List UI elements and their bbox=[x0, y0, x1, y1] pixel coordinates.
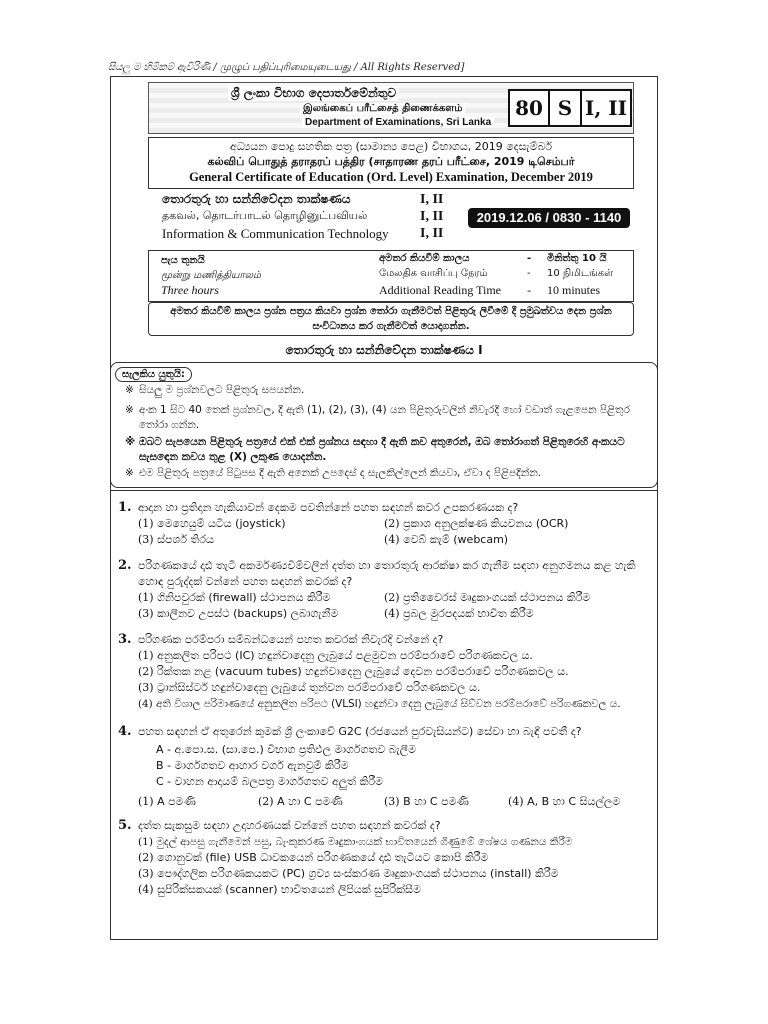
reading-time-dash-english: - bbox=[527, 283, 531, 297]
reading-time-value-english: 10 minutes bbox=[547, 283, 600, 297]
option-number: (1) bbox=[138, 591, 154, 604]
question-1 bbox=[118, 500, 648, 550]
option-number: (2) bbox=[138, 665, 154, 678]
duration-tamil: மூன்று மணித்தியாலம் bbox=[161, 270, 262, 281]
option-text: ට්‍රාන්සිස්ටර් හඳුන්වාදෙනු ලැබුයේ තුන්වන පරම්පරාවේ පරිගණකවල ය. bbox=[157, 681, 481, 694]
option-number: (1) bbox=[138, 795, 154, 808]
subject-code-papers: I, II bbox=[585, 96, 627, 120]
instruction-item bbox=[125, 383, 649, 398]
option-text: A පමණි bbox=[157, 795, 196, 808]
option-3 bbox=[138, 532, 214, 548]
department-name-english: Department of Examinations, Sri Lanka bbox=[302, 117, 494, 128]
question-text: පරිගණක පරම්පරා සම්බන්ධයෙන් පහත කවරක් නිවැරදි වන්නේ ද? bbox=[138, 633, 444, 646]
option-2 bbox=[384, 590, 590, 606]
option-number: (4) bbox=[138, 883, 154, 896]
question-number: 5. bbox=[118, 818, 132, 833]
reading-time-dash-tamil: - bbox=[527, 268, 531, 279]
question-4 bbox=[118, 724, 648, 812]
reading-time-notice bbox=[148, 302, 634, 336]
statement-b: B - මාර්ගගතව ආහාර වර්ග ඇනවුම් කිරීම bbox=[156, 759, 349, 772]
option-4 bbox=[138, 882, 421, 898]
option-1 bbox=[138, 648, 533, 664]
instructions-heading: සැලකිය යුතුයි: bbox=[115, 367, 192, 382]
subject-code-medium: S bbox=[550, 91, 582, 125]
option-text: වෙබ් කැම් (webcam) bbox=[403, 533, 509, 546]
option-text: ප්‍රබල මුරපදයක් භාවිත කිරීම bbox=[403, 607, 534, 620]
option-2 bbox=[384, 516, 568, 532]
option-number: (2) bbox=[258, 795, 274, 808]
reading-time-value-tamil: 10 நிமிடங்கள் bbox=[547, 268, 614, 279]
option-3 bbox=[138, 866, 559, 882]
option-number: (2) bbox=[138, 851, 154, 864]
question-number: 3. bbox=[118, 632, 132, 647]
option-text: කාලීනව උපස්ථ (backups) ලබාගැනීම bbox=[157, 607, 339, 620]
duration-sinhala: පැය තුනයි bbox=[161, 255, 205, 266]
instruction-text: ඔබට සැපයෙන පිළිතුරු පත්‍රයේ එක් එක් ප්‍රශ්නය සඳහා දී ඇති කව අතුරෙන්, ඔබ තෝරාගත් පිළිතුරෙහි අංකයට සැසඳෙන කවය තුළ (X) ලකුණ යොදන්න. bbox=[139, 436, 625, 463]
exam-title-tamil: கல்விப் பொதுத் தராதரப் பத்திர (சாதாரண தரப் பரீட்சை, 2019 டிசெம்பர் bbox=[207, 155, 575, 168]
option-text: B හා C පමණි bbox=[403, 795, 469, 808]
question-number: 4. bbox=[118, 724, 132, 739]
department-name-sinhala: ශ්‍රී ලංකා විභාග දෙපාර්තමේන්තුව bbox=[228, 86, 399, 101]
option-text: A, B හා C සියල්ලම bbox=[527, 795, 621, 808]
reading-time-row-tamil bbox=[379, 268, 629, 283]
option-number: (3) bbox=[138, 533, 154, 546]
option-number: (3) bbox=[138, 681, 154, 694]
option-text: ප්‍රතිවෛරස් මෘදුකාංගයක් ස්ථාපනය කිරීම bbox=[403, 591, 591, 604]
question-text: ආදාන හා ප්‍රතිදාන හැකියාවන් දෙකම පවතින්නේ පහත සඳහන් කවර උපකරණයක ද? bbox=[138, 501, 519, 514]
reading-time-dash-sinhala: - bbox=[527, 253, 532, 264]
reading-time-label-sinhala: අමතර කියවීම් කාලය bbox=[379, 253, 470, 264]
option-4 bbox=[384, 532, 508, 548]
question-number: 2. bbox=[118, 558, 132, 573]
option-text: ප්‍රකාශ අනුලක්ෂණ කියවනය (OCR) bbox=[403, 517, 569, 530]
option-number: (2) bbox=[384, 517, 400, 530]
notice-line-2: සංවිධානය කර ගැනීමටත් යොදාගන්න. bbox=[312, 321, 470, 332]
option-1 bbox=[138, 516, 286, 532]
reading-time-info bbox=[379, 253, 629, 298]
notice-line-1: අමතර කියවීම් කාලය ප්‍රශ්න පත්‍රය කියවා ප්‍රශ්න තෝරා ගැනීමටත් පිළිතුරු ලිවීමේ දී ප්‍රමුඛත්වය දෙන ප්‍රශ්න bbox=[170, 306, 612, 317]
option-text: ගිනිපවුරක් (firewall) ස්ථාපනය කිරීම bbox=[157, 591, 331, 604]
instruction-item bbox=[125, 466, 649, 481]
section-divider bbox=[110, 490, 658, 491]
option-number: (3) bbox=[138, 867, 154, 880]
option-number: (4) bbox=[138, 698, 153, 710]
paper-title: තොරතුරු හා සන්නිවේදන තාක්ෂණය I bbox=[285, 343, 483, 357]
question-text: පහත සඳහන් ඒ අතුරෙන් කුමක් ශ්‍රී ලංකාවේ G2C (රජයෙන් පුරවැසියන්ට) සේවා හා බැඳී පවතී ද? bbox=[138, 725, 582, 738]
duration-english: Three hours bbox=[161, 283, 219, 297]
option-3 bbox=[384, 794, 469, 810]
option-1 bbox=[138, 834, 573, 850]
subject-code-box bbox=[508, 89, 632, 127]
option-1 bbox=[138, 590, 330, 606]
option-2 bbox=[258, 794, 343, 810]
option-text: මෙහෙයුම් යටිය (joystick) bbox=[157, 517, 286, 530]
option-4 bbox=[384, 606, 534, 622]
duration-info bbox=[161, 253, 261, 298]
bullet-mark: ※ bbox=[125, 467, 134, 479]
question-3 bbox=[118, 632, 648, 712]
instruction-item bbox=[125, 435, 649, 465]
option-3 bbox=[138, 680, 480, 696]
exam-title-box bbox=[148, 137, 634, 189]
subject-code-number: 80 bbox=[510, 91, 550, 125]
option-number: (1) bbox=[138, 649, 154, 662]
option-number: (2) bbox=[384, 591, 400, 604]
duration-box bbox=[148, 250, 634, 302]
instruction-text: අංක 1 සිට 40 තෙක් ප්‍රශ්නවල, දී ඇති (1), (2), (3), (4) යන පිළිතුරුවලින් නිවැරදි හෝ වඩාත් ගැළපෙන පිළිතුර තෝරා ගන්න. bbox=[139, 404, 630, 431]
question-text: පරිගණකයේ දෘඪ තැටි අකර්මණ්‍යවීම්වලින් දත්ත හා තොරතුරු ආරක්ෂා කර ගැනීම සඳහා අනුගමනය කළ හැකි හොඳ පුරුද්දක් වන්නේ පහත සඳහන් කවරක් ද? bbox=[138, 559, 636, 588]
subject-name-english: Information & Communication Technology bbox=[162, 226, 389, 241]
instruction-text: එම පිළිතුරු පත්‍රයේ පිටුපස දී ඇති අනෙක් උපදෙස් ද සැලකිල්ලෙන් කියවා, ඒවා ද පිළිපදින්න. bbox=[139, 467, 542, 479]
option-number: (4) bbox=[508, 795, 524, 808]
bullet-mark: ※ bbox=[125, 384, 134, 396]
option-2 bbox=[138, 850, 488, 866]
option-text: ස්පර්ශ තිරය bbox=[157, 533, 214, 546]
option-text: මුදල් ආපසු ගැනීමෙන් පසු, බැංකුකරණ මෘදුකාංගයක් භාවිතයෙන් ගිණුමේ ශේෂය ගණනය කිරීම bbox=[156, 836, 573, 848]
exam-date-time-badge: 2019.12.06 / 0830 - 1140 bbox=[468, 208, 630, 228]
option-text: අනුකලිත පරිපථ (IC) හඳුන්වාදෙනු ලැබුයේ පළමුවන පරම්පරාවේ පරිගණකවල ය. bbox=[157, 649, 533, 662]
exam-title-english: General Certificate of Education (Ord. Level) Examination, December 2019 bbox=[189, 170, 593, 184]
question-text: දත්ත සැකසුම සඳහා උදාහරණයක් වන්නේ පහත සඳහන් කවරක් ද? bbox=[138, 819, 441, 832]
option-text: A හා C පමණි bbox=[277, 795, 343, 808]
subject-paper-tamil: I, II bbox=[420, 209, 444, 224]
option-1 bbox=[138, 794, 196, 810]
statement-c: C - වාහන ආදායම් බලපත්‍ර මාර්ගගතව අලුත් කිරීම bbox=[156, 775, 384, 788]
reading-time-row-sinhala bbox=[379, 253, 629, 268]
question-number: 1. bbox=[118, 500, 132, 515]
reading-time-row-english bbox=[379, 283, 629, 298]
statement-a: A - අ.පො.ස. (සා.පෙ.) විභාග ප්‍රතිඵල මාර්ගගතව බැලීම bbox=[156, 743, 416, 756]
subject-paper-english: I, II bbox=[420, 226, 444, 241]
reading-time-label-tamil: மேலதிக வாசிப்பு நேரம் bbox=[379, 268, 488, 279]
option-text: ගොනුවක් (file) USB ධාවකයෙන් පරිගණකයේ දෘඪ තැටියට කොපි කිරීම bbox=[157, 851, 489, 864]
option-number: (3) bbox=[384, 795, 400, 808]
instruction-text: සියලු ම ප්‍රශ්නවලට පිළිතුරු සපයන්න. bbox=[139, 384, 305, 396]
rights-notice: සියලු ම හිමිකම් ඇවිරිණි / முழுப் பதிப்புரிமையுடையது / All Rights Reserved] bbox=[108, 62, 465, 73]
department-name-tamil: இலங்கைப் பரீட்சைத் திணைக்களம் bbox=[300, 103, 465, 115]
subject-name-sinhala: තොරතුරු හා සන්නිවේදන තාක්ෂණය bbox=[162, 192, 351, 206]
question-2 bbox=[118, 558, 648, 624]
bullet-mark: ※ bbox=[125, 404, 134, 416]
option-number: (4) bbox=[384, 607, 400, 620]
option-text: අති විශාල පරිමාණයේ අනුකලිත පරිපථ (VLSI) හඳුන්වා දෙනු ලැබුයේ සිව්වන පරම්පරාවේ පරිගණකවල ය. bbox=[156, 698, 621, 710]
option-text: සුපිරික්සකයක් (scanner) භාවිතයෙන් ලිපියක් සුපිරික්සීම bbox=[157, 883, 421, 896]
option-3 bbox=[138, 606, 338, 622]
subject-paper-sinhala: I, II bbox=[420, 192, 444, 207]
option-2 bbox=[138, 664, 569, 680]
reading-time-value-sinhala: මිනිත්තු 10 යි bbox=[547, 253, 607, 264]
instruction-item bbox=[125, 403, 649, 433]
option-text: රික්තක නළ (vacuum tubes) හඳුන්වාදෙනු ලැබුයේ දෙවන පරම්පරාවේ පරිගණකවල ය. bbox=[157, 665, 569, 678]
bullet-mark: ※ bbox=[125, 436, 136, 448]
subject-name-tamil: தகவல், தொடர்பாடல் தொழினுட்பவியல் bbox=[162, 209, 368, 222]
option-4 bbox=[508, 794, 620, 810]
instructions-box bbox=[110, 362, 658, 488]
option-text: පෞද්ගලික පරිගණකයකට (PC) ග්‍රව්‍ය සංස්කරණ මෘදුකාංගයක් ස්ථාපනය (install) කිරීම bbox=[157, 867, 559, 880]
option-number: (3) bbox=[138, 607, 154, 620]
question-5 bbox=[118, 818, 648, 898]
option-4 bbox=[138, 696, 621, 712]
option-number: (4) bbox=[384, 533, 400, 546]
option-number: (1) bbox=[138, 836, 154, 848]
reading-time-label-english: Additional Reading Time bbox=[379, 283, 502, 297]
option-number: (1) bbox=[138, 517, 154, 530]
exam-title-sinhala: අධ්‍යයන පොදු සහතික පත්‍ර (සාමාන්‍ය පෙළ) විභාගය, 2019 දෙසැම්බර් bbox=[229, 140, 553, 153]
